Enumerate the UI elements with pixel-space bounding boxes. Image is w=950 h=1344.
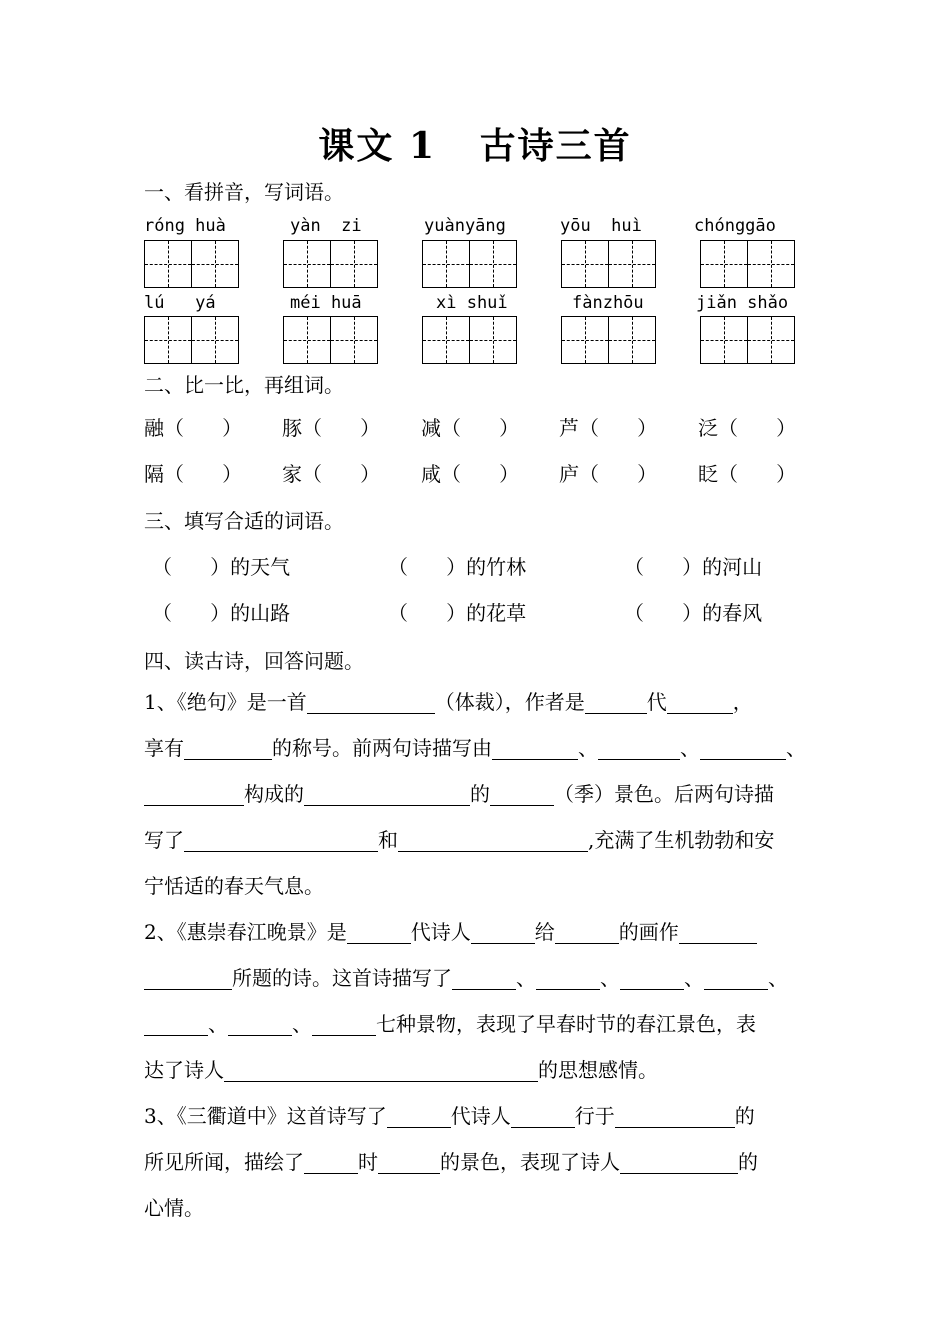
q2-text: 2、《惠崇春江晚景》是	[144, 920, 347, 944]
pinyin-label: méi huā	[290, 293, 362, 313]
q2-text: 七种景物，表现了早春时节的春江景色，表	[376, 1012, 756, 1036]
writing-grid[interactable]	[700, 240, 795, 288]
fill-phrase: （ ）的河山	[624, 555, 763, 579]
q2-line4	[144, 1058, 658, 1082]
q1-text: 写了	[144, 828, 184, 852]
writing-grid[interactable]	[422, 316, 517, 364]
answer-blank[interactable]	[620, 969, 684, 990]
q2-text: 、	[208, 1012, 228, 1036]
q2-text: 、	[768, 966, 788, 990]
q2-text: 、	[516, 966, 536, 990]
q3-text: 行于	[574, 1104, 615, 1128]
writing-grid[interactable]	[144, 240, 239, 288]
q2-text: 、	[292, 1012, 312, 1036]
answer-blank[interactable]	[312, 1015, 376, 1036]
answer-blank[interactable]	[184, 831, 378, 852]
pinyin-label: xì shuǐ	[436, 293, 508, 313]
fill-phrase: （ ）的天气	[152, 555, 291, 579]
q2-text: 、	[684, 966, 704, 990]
answer-blank[interactable]	[471, 923, 535, 944]
answer-blank[interactable]	[667, 693, 733, 714]
answer-blank[interactable]	[452, 969, 516, 990]
q1-text: （体裁），作者是	[434, 690, 585, 714]
answer-blank[interactable]	[490, 785, 554, 806]
answer-blank[interactable]	[378, 1153, 440, 1174]
q3-text: 的	[734, 1104, 755, 1128]
q1-text: 的	[470, 782, 490, 806]
answer-blank[interactable]	[555, 923, 619, 944]
writing-grid[interactable]	[144, 316, 239, 364]
answer-blank[interactable]	[536, 969, 600, 990]
q1-line1	[144, 690, 753, 714]
q1-text: 、	[578, 736, 598, 760]
answer-blank[interactable]	[620, 1153, 738, 1174]
answer-blank[interactable]	[511, 1107, 575, 1128]
q3-line3	[144, 1196, 204, 1220]
q2-text: 代诗人	[410, 920, 471, 944]
pinyin-label: yuànyāng	[424, 216, 506, 236]
answer-blank[interactable]	[228, 1015, 292, 1036]
writing-grid[interactable]	[283, 316, 378, 364]
q1-text: ,充满了生机勃勃和安	[588, 828, 775, 852]
compare-item: 眨（ ）	[698, 462, 797, 486]
q1-text: 构成的	[244, 782, 304, 806]
q2-text: 给	[534, 920, 555, 944]
q1-line5	[144, 874, 324, 898]
answer-blank[interactable]	[347, 923, 411, 944]
q1-line4	[144, 828, 774, 852]
answer-blank[interactable]	[585, 693, 647, 714]
q1-text: 享有	[144, 736, 184, 760]
q3-text: 的	[738, 1150, 758, 1174]
q2-text: 的思想感情。	[538, 1058, 658, 1082]
compare-item: 咸（ ）	[421, 462, 520, 486]
q3-text: 代诗人	[450, 1104, 511, 1128]
answer-blank[interactable]	[700, 739, 786, 760]
answer-blank[interactable]	[598, 739, 680, 760]
q3-text: 心情。	[144, 1196, 204, 1220]
answer-blank[interactable]	[615, 1107, 735, 1128]
pinyin-label: fànzhōu	[572, 293, 644, 313]
pinyin-label: róng huà	[144, 216, 226, 236]
compare-item: 减（ ）	[421, 416, 520, 440]
fill-phrase: （ ）的春风	[624, 601, 763, 625]
fill-phrase: （ ）的山路	[152, 601, 291, 625]
writing-grid[interactable]	[561, 316, 656, 364]
q1-text: 1、《绝句》是一首	[144, 690, 307, 714]
pinyin-label: jiǎn shǎo	[696, 293, 789, 313]
section1-heading: 一、看拼音，写词语。	[144, 180, 344, 204]
q1-text: 、	[680, 736, 700, 760]
writing-grid[interactable]	[700, 316, 795, 364]
q2-line3	[144, 1012, 756, 1036]
q1-text: 代	[646, 690, 667, 714]
q2-line1	[144, 920, 757, 944]
answer-blank[interactable]	[304, 785, 470, 806]
q1-text: ，	[732, 690, 753, 714]
pinyin-label: chónggāo	[694, 216, 776, 236]
compare-item: 芦（ ）	[559, 416, 658, 440]
compare-item: 豚（ ）	[282, 416, 381, 440]
answer-blank[interactable]	[307, 693, 435, 714]
answer-blank[interactable]	[398, 831, 588, 852]
answer-blank[interactable]	[144, 1015, 208, 1036]
q2-text: 达了诗人	[144, 1058, 224, 1082]
answer-blank[interactable]	[492, 739, 578, 760]
q2-text: 、	[600, 966, 620, 990]
pinyin-label: yōu huì	[560, 216, 642, 236]
compare-item: 泛（ ）	[698, 416, 797, 440]
q3-text: 时	[358, 1150, 378, 1174]
fill-phrase: （ ）的竹林	[388, 555, 527, 579]
answer-blank[interactable]	[304, 1153, 358, 1174]
writing-grid[interactable]	[422, 240, 517, 288]
pinyin-label: lú yá	[144, 293, 216, 313]
q1-line3	[144, 782, 774, 806]
answer-blank[interactable]	[144, 785, 244, 806]
writing-grid[interactable]	[561, 240, 656, 288]
answer-blank[interactable]	[704, 969, 768, 990]
q3-text: 的景色，表现了诗人	[440, 1150, 620, 1174]
fill-phrase: （ ）的花草	[388, 601, 527, 625]
q1-text: 宁恬适的春天气息。	[144, 874, 324, 898]
answer-blank[interactable]	[224, 1061, 538, 1082]
compare-item: 融（ ）	[144, 416, 243, 440]
q2-line2	[144, 966, 788, 990]
answer-blank[interactable]	[144, 969, 232, 990]
section2-heading: 二、比一比，再组词。	[144, 373, 344, 397]
section3-heading: 三、填写合适的词语。	[144, 509, 344, 533]
q1-line2	[144, 736, 806, 760]
compare-item: 庐（ ）	[559, 462, 658, 486]
pinyin-label: yàn zi	[290, 216, 362, 236]
q3-text: 3、《三衢道中》这首诗写了	[144, 1104, 387, 1128]
q1-text: 和	[378, 828, 398, 852]
answer-blank[interactable]	[679, 923, 757, 944]
page-title: 课文 1 古诗三首	[318, 125, 632, 167]
q3-text: 所见所闻，描绘了	[144, 1150, 304, 1174]
q2-text: 的画作	[618, 920, 679, 944]
writing-grid[interactable]	[283, 240, 378, 288]
q2-text: 所题的诗。这首诗描写了	[232, 966, 452, 990]
q1-text: （季）景色。后两句诗描	[554, 782, 774, 806]
answer-blank[interactable]	[184, 739, 272, 760]
q3-line2	[144, 1150, 758, 1174]
q1-text: 的称号。前两句诗描写由	[272, 736, 492, 760]
section4-heading: 四、读古诗，回答问题。	[144, 649, 364, 673]
compare-item: 隔（ ）	[144, 462, 243, 486]
compare-item: 家（ ）	[282, 462, 381, 486]
q1-text: 、	[786, 736, 806, 760]
answer-blank[interactable]	[387, 1107, 451, 1128]
q3-line1	[144, 1104, 755, 1128]
